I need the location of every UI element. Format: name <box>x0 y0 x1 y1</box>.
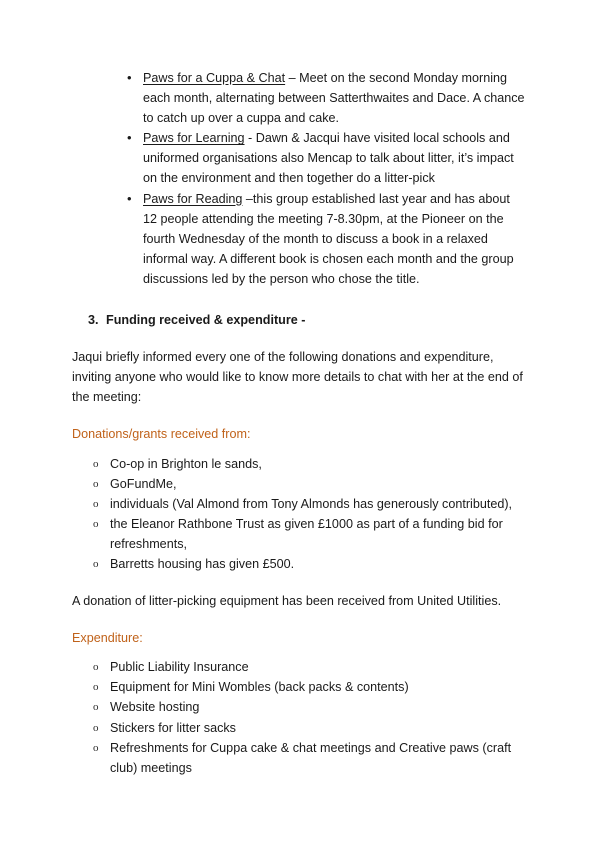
list-item: o GoFundMe, <box>72 474 527 494</box>
list-item: o Website hosting <box>72 697 527 717</box>
activity-body: Meet on the second Monday morning each month, alternating between Satterthwaites and Dace. A chance to catch up over a cuppa and cake. <box>143 71 525 126</box>
activity-body: this group established last year and has about 12 people attending the meeting 7-8.30pm, at the Pioneer on the fourth Wednesday of the month to discuss a book in a relaxed informal way. A different book is chosen each month and the group discussions led by the person who chose the title. <box>143 191 514 286</box>
list-item: o Stickers for litter sacks <box>72 718 527 738</box>
expenditure-heading: Expenditure: <box>72 631 143 646</box>
list-item <box>72 68 527 128</box>
donations-list <box>72 454 527 575</box>
list-item <box>72 189 527 289</box>
list-item <box>72 128 527 188</box>
list-item: o individuals (Val Almond from Tony Almonds has generously contributed), <box>72 494 527 514</box>
activity-separator: – <box>285 71 300 85</box>
list-item: o Public Liability Insurance <box>72 657 527 677</box>
spacer <box>72 289 527 310</box>
list-item: o Refreshments for Cuppa cake & chat meetings and Creative paws (craft club) meetings <box>72 738 527 778</box>
spacer <box>72 330 527 347</box>
list-item: o Equipment for Mini Wombles (back packs & contents) <box>72 677 527 697</box>
spacer <box>72 574 527 591</box>
activity-separator: – <box>242 191 253 206</box>
activity-title: Paws for a Cuppa & Chat <box>143 71 286 85</box>
list-item: o Co-op in Brighton le sands, <box>72 454 527 474</box>
expenditure-list <box>72 657 527 778</box>
list-item: o Barretts housing has given £500. <box>72 554 527 574</box>
donation-note-paragraph: A donation of litter-picking equipment has been received from United Utilities. <box>72 594 502 609</box>
list-item: o the Eleanor Rathbone Trust as given £1000 as part of a funding bid for refreshments, <box>72 514 527 554</box>
activity-title: Paws for Reading <box>143 191 243 206</box>
funding-heading-text: Funding received & expenditure - <box>106 313 306 328</box>
activities-list <box>72 68 527 289</box>
document-body <box>72 68 527 778</box>
spacer <box>72 407 527 424</box>
spacer <box>72 611 527 628</box>
activity-title: Paws for Learning <box>143 131 245 146</box>
funding-intro-paragraph: Jaqui briefly informed every one of the following donations and expenditure, inviting anyone who would like to know more details to chat with her at the end of the meeting: <box>72 350 523 405</box>
activity-body: Dawn & Jacqui have visited local schools and uniformed organisations also Mencap to talk about litter, it’s impact on the environment and then together do a litter-pick <box>143 131 514 186</box>
funding-heading <box>72 310 527 330</box>
donations-heading: Donations/grants received from: <box>72 427 251 442</box>
spacer <box>72 445 527 454</box>
activity-separator: - <box>244 131 256 146</box>
spacer <box>72 648 527 657</box>
funding-heading-number: 3. <box>88 313 99 328</box>
